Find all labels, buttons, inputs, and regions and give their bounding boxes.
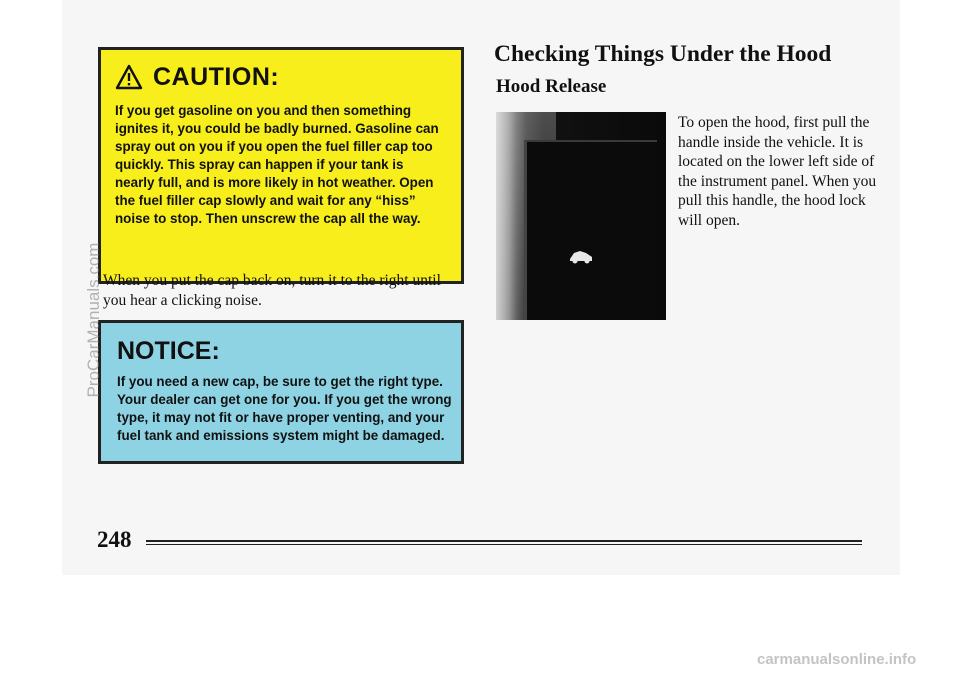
fuel-cap-instruction: When you put the cap back on, turn it to the right until you hear a clicking noise. [103,272,441,309]
car-hood-icon [568,247,594,265]
section-subtitle: Hood Release [496,76,607,97]
page-number: 248 [97,527,132,552]
footer-rule [146,540,862,542]
caution-title: CAUTION: [153,62,280,91]
section-title: Checking Things Under the Hood [494,41,832,67]
site-watermark: carmanualsonline.info [757,651,917,668]
hood-release-handle [524,140,657,320]
notice-title: NOTICE: [117,337,220,365]
caution-box [98,47,464,284]
side-watermark: ProCarManuals.com [84,242,103,398]
notice-box [98,320,464,464]
hood-release-photo [496,112,666,320]
warning-triangle-icon [115,64,143,90]
caution-header [115,60,279,94]
footer-rule-thin [146,544,862,545]
notice-text: If you need a new cap, be sure to get the right type. Your dealer can get one for you. If you get the wrong type, it may not fit or have proper venting, and your fuel tank and emissions system might be damaged. [117,374,452,443]
hood-release-text: To open the hood, first pull the handle inside the vehicle. It is located on the lower left side of the instrument panel. When you pull this handle, the hood lock will open. [678,114,877,229]
caution-text: If you get gasoline on you and then something ignites it, you could be badly burned. Gasoline can spray out on you if you open the fuel filler cap too quickly. This spray can happen if your tank is nearly full, and is more likely in hot weather. Open the fuel filler cap slowly and wait for any “hiss” noise to stop. Then unscrew the cap all the way. [115,103,439,226]
